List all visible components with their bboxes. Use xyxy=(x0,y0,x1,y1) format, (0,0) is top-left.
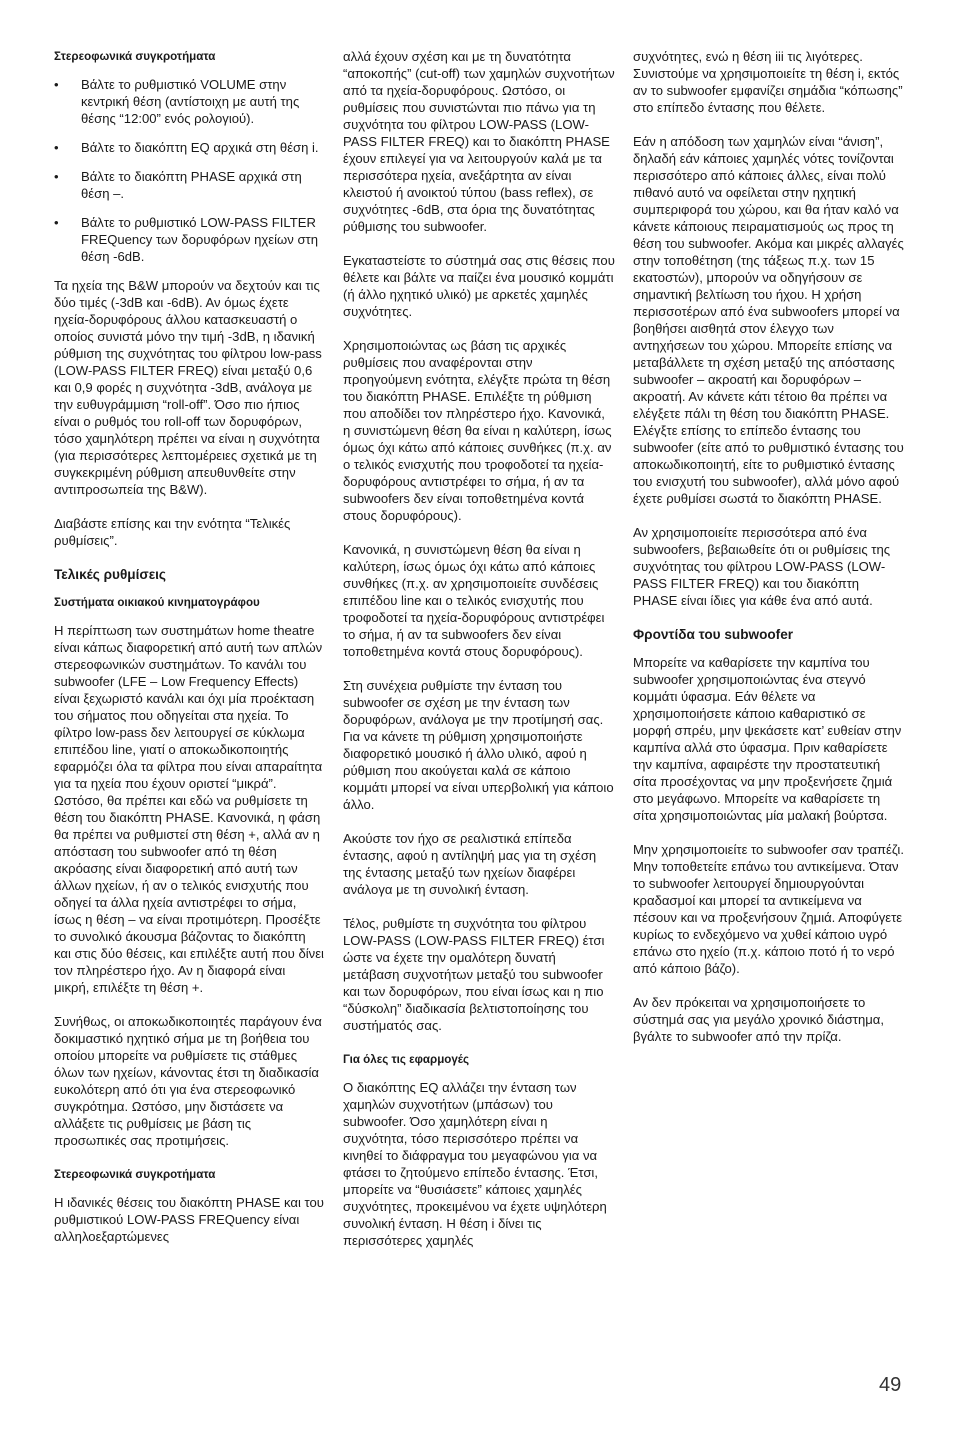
bullet-icon: • xyxy=(54,169,59,184)
paragraph: Ακούστε τον ήχο σε ρεαλιστικά επίπεδα έντασης, αφού η αντίληψή μας για τη σχέση της έντασης μεταξύ των ηχείων διαφέρει ανάλογα με τη συνολική ένταση. xyxy=(343,831,597,897)
column-1 xyxy=(54,48,324,1262)
list-item xyxy=(54,168,324,202)
column-2 xyxy=(343,48,615,1266)
list-item xyxy=(54,139,324,156)
list-item xyxy=(54,76,324,127)
list-item xyxy=(54,214,324,265)
column-3 xyxy=(633,48,905,1062)
bullet-icon: • xyxy=(54,215,59,230)
initial-settings-list xyxy=(54,76,324,265)
list-item-text: Βάλτε το διακόπτη EQ αρχικά στη θέση i. xyxy=(81,140,319,155)
paragraph: Αν δεν πρόκειται να χρησιμοποιήσετε το σύστημά σας για μεγάλο χρονικό διάστημα, βγάλτε το subwoofer από την πρίζα. xyxy=(633,995,884,1044)
paragraph: συχνότητες, ενώ η θέση iii τις λιγότερες. Συνιστούμε να χρησιμοποιείτε τη θέση i, εκτός αν το subwoofer εμφανίζει σημάδια “κόπωσης” στο επίπεδο έντασης που θέλετε. xyxy=(633,49,903,115)
list-item-text: Βάλτε το διακόπτη PHASE αρχικά στη θέση –. xyxy=(81,169,302,201)
subheading-stereo: Στερεοφωνικά συγκροτήματα xyxy=(54,1168,216,1181)
paragraph: Χρησιμοποιώντας ως βάση τις αρχικές ρυθμίσεις που αναφέρονται στην προηγούμενη ενότητα, ελέγξτε πρώτα τη θέση του διακόπτη PHASE. Επιλέξτε τη ρύθμιση που αποδίδει τον πληρέστερο ήχο. Κανονικά, η συνιστώμενη θέση θα είναι η καλύτερη, ίσως όμως όχι κάτω από κάποιες συνθήκες (π.χ. αν ο τελικός ενισχυτής που τροφοδοτεί τα ηχεία-δορυφόρους αντιστρέφει το σήμα, ή αν τα subwoofers δεν είναι τοποθετημένα κοντά στους δορυφόρους). xyxy=(343,338,612,523)
paragraph: Εάν η απόδοση των χαμηλών είναι “άνιση”, δηλαδή εάν κάποιες χαμηλές νότες τονίζονται περισσότερο από κάποιες άλλες, είναι πολύ πιθανό αυτό να οφείλεται στην ηχητική συμπεριφορά του χώρου, και θα ήταν καλό να κάνετε κάποιους πειραματισμούς ως προς τη θέση του subwoofer. Ακόμα και μικρές αλλαγές στην τοποθέτηση (της τάξεως π.χ. των 15 εκατοστών), μπορούν να οδηγήσουν σε σημαντική βελτίωση του ήχου. Η χρήση περισσοτέρων από ένα subwoofers μπορεί να βοηθήσει αισθητά στον έλεγχο των αντηχήσεων του χώρου. Μπορείτε επίσης να μεταβάλλετε τη σχέση μεταξύ της απόστασης subwoofer – ακροατή και δορυφόρων – ακροατή. Αν κάνετε κάτι τέτοιο θα πρέπει να ελέγξετε πάλι τη θέση του διακόπτη PHASE. Ελέγξτε επίσης το επίπεδο έντασης του subwoofer (είτε από το ρυθμιστικό έντασης του αποκωδικοποιητή, είτε το ρυθμιστικό έντασης του ενισχυτή του subwoofer), αλλά μόνο αφού έχετε ρυθμίσει σωστά το διακόπτη PHASE. xyxy=(633,134,904,506)
page-number: 49 xyxy=(879,1374,902,1396)
paragraph: Εγκαταστείστε το σύστημά σας στις θέσεις που θέλετε και βάλτε να παίζει ένα μουσικό κομμάτι (ή άλλο ηχητικό υλικό) με αρκετές χαμηλές συχνότητες. xyxy=(343,253,615,319)
paragraph: Τέλος, ρυθμίστε τη συχνότητα του φίλτρου LOW-PASS (LOW-PASS FILTER FREQ) έτσι ώστε να έχετε την ομαλότερη δυνατή μετάβαση συχνοτήτων μεταξύ του subwoofer και των δορυφόρων, που είναι ίσως και η πιο “δύσκολη” διαδικασία βελτιστοποίησης του συστήματός σας. xyxy=(343,916,605,1033)
paragraph: Τα ηχεία της B&W μπορούν να δεχτούν και τις δύο τιμές (-3dB και -6dB). Αν όμως έχετε ηχεία-δορυφόρους άλλου κατασκευαστή ο οποίος συνιστά μόνο την τιμή -3dB, η ιδανική ρύθμιση της συχνότητας του φίλτρου low-pass (LOW-PASS FILTER FREQ) είναι μεταξύ 0,6 και 0,9 φορές η συχνότητα -3dB, ανάλογα με την ευθυγράμμιση “roll-off”. Όσο πιο ήπιος είναι ο ρυθμός του roll-off των δορυφόρων, τόσο χαμηλότερη πρέπει να είναι η συχνότητα (για περισσότερες λεπτομέρειες σχετικά με τη συγκεκριμένη ρύθμιση απευθυνθείτε στην αντιπροσωπεία της B&W). xyxy=(54,278,322,497)
paragraph: Κανονικά, η συνιστώμενη θέση θα είναι η καλύτερη, ίσως όμως όχι κάτω από κάποιες συνθήκες (π.χ. αν χρησιμοποιείτε συνδέσεις επιπέδου line και ο τελικός ενισχυτής που τροφοδοτεί τα ηχεία-δορυφόρους αντιστρέφει το σήμα, ή αν τα subwoofers δεν είναι τοποθετημένα κοντά στους δορυφόρους). xyxy=(343,542,605,659)
paragraph: Η περίπτωση των συστημάτων home theatre είναι κάπως διαφορετική από αυτή των απλών στερεοφωνικών συστημάτων. Το κανάλι του subwoofer (LFE – Low Frequency Effects) είναι ξεχωριστό κανάλι και όχι μία προέκταση του σήματος που οδηγείται στα ηχεία. Το φίλτρο low-pass δεν λειτουργεί σε κύκλωμα επιπέδου line, γιατί ο αποκωδικοποιητής εφαρμόζει όλα τα φίλτρα που είναι απαραίτητα για τα ηχεία που έχουν οριστεί “μικρά”. Ωστόσο, θα πρέπει και εδώ να ρυθμίσετε τη θέση του διακόπτη PHASE. Κανονικά, η φάση θα πρέπει να ρυθμιστεί στη θέση +, αλλά αν η απόσταση του subwoofer από τη θέση ακρόασης είναι διαφορετική από αυτή των άλλων ηχείων, ή αν ο τελικός ενισχυτής που οδηγεί τα άλλα ηχεία αντιστρέφει το σήμα, ίσως η θέση – να είναι προτιμότερη. Προσέξτε το συνολικό άκουσμα βάζοντας το διακόπτη και στις δύο θέσεις, και επιλέξτε αυτή που δίνει τον πληρέστερο ήχο. Αν η διαφορά είναι μικρή, επιλέξτε τη θέση +. xyxy=(54,623,324,995)
paragraph: Στη συνέχεια ρυθμίστε την ένταση του subwoofer σε σχέση με την ένταση των δορυφόρων, ανάλογα με την προτίμησή σας. Για να κάνετε τη ρύθμιση χρησιμοποιήστε διαφορετικό μουσικό ή άλλο υλικό, αφού η ρύθμιση που ακούγεται καλά σε κάποιο κομμάτι μπορεί να είναι υπερβολική για κάποιο άλλο. xyxy=(343,678,614,812)
subheading-home-theatre: Συστήματα οικιακού κινηματογράφου xyxy=(54,596,260,609)
paragraph: Η ιδανικές θέσεις του διακόπτη PHASE και του ρυθμιστικού LOW-PASS FREQuency είναι αλληλοεξαρτώμενες xyxy=(54,1195,324,1244)
paragraph: Μπορείτε να καθαρίσετε την καμπίνα του subwoofer χρησιμοποιώντας ένα στεγνό κομμάτι ύφασμα. Εάν θέλετε να χρησιμοποιήσετε κάποιο καθαριστικό σε μορφή σπρέυ, μην ψεκάσετε κατ’ ευθείαν στην καμπίνα αλλά στο ύφασμα. Πριν καθαρίσετε την καμπίνα, αφαιρέστε την προστατευτική σίτα προσέχοντας να μην προξενήσετε ζημιά στο μεγάφωνο. Μπορείτε να καθαρίσετε τη σίτα χρησιμοποιώντας μία μαλακή βούρτσα. xyxy=(633,655,902,823)
section-heading-subwoofer-care: Φροντίδα του subwoofer xyxy=(633,627,794,642)
bullet-icon: • xyxy=(54,140,59,155)
paragraph: Διαβάστε επίσης και την ενότητα “Τελικές ρυθμίσεις”. xyxy=(54,516,291,548)
list-item-text: Βάλτε το ρυθμιστικό LOW-PASS FILTER FREQuency των δορυφόρων ηχείων στη θέση -6dB. xyxy=(81,215,318,264)
paragraph: Συνήθως, οι αποκωδικοποιητές παράγουν ένα δοκιμαστικό ηχητικό σήμα με τη βοήθεια του οποίου μπορείτε να ρυθμίσετε τις στάθμες όλων των ηχείων, κάνοντας έτσι τη διαδικασία ευκολότερη από ότι για ένα στερεοφωνικό συγκρότημα. Ωστόσο, μην διστάσετε να αλλάξετε τις ρυθμίσεις με βάση τις προσωπικές σας προτιμήσεις. xyxy=(54,1014,322,1148)
paragraph: Ο διακόπτης EQ αλλάζει την ένταση των χαμηλών συχνοτήτων (μπάσων) του subwoofer. Όσο χαμηλότερη είναι η συχνότητα, τόσο περισσότερο πρέπει να κινηθεί το διάφραγμα του μεγαφώνου για να φτάσει το ζητούμενο επίπεδο έντασης. Έτσι, μπορείτε να “θυσιάσετε” κάποιες χαμηλές συχνότητες, προκειμένου να έχετε υψηλότερη συνολική ένταση. Η θέση i δίνει τις περισσότερες χαμηλές xyxy=(343,1080,607,1248)
paragraph: Μην χρησιμοποιείτε το subwoofer σαν τραπέζι. Μην τοποθετείτε επάνω του αντικείμενα. Όταν το subwoofer λειτουργεί δημιουργούνται κραδασμοί και μπορεί τα αντικείμενα να πέσουν και να προξενήσουν ζημιά. Αποφύγετε κυρίως το ενδεχόμενο να χυθεί κάποιο υγρό επάνω στο ηχείο (π.χ. κάποιο ποτό ή το νερό από κάποιο βάζο). xyxy=(633,842,904,976)
paragraph: αλλά έχουν σχέση και με τη δυνατότητα “αποκοπής” (cut-off) των χαμηλών συχνοτήτων από τα ηχεία-δορυφόρους. Ωστόσο, οι ρυθμίσεις που συνιστώνται πιο πάνω για τη συχνότητα του φίλτρου LOW-PASS (LOW-PASS FILTER FREQ) και το διακόπτη PHASE έχουν επιλεγεί για να λειτουργούν καλά με τα περισσότερα ηχεία, ανεξάρτητα αν είναι κλειστού ή ανοικτού τύπου (bass reflex), σε συχνότητες -6dB, στα όρια της δυνατότητας ρύθμισης του subwoofer. xyxy=(343,49,615,234)
subheading-all-applications: Για όλες τις εφαρμογές xyxy=(343,1053,470,1066)
bullet-icon: • xyxy=(54,77,59,92)
section-heading-stereo: Στερεοφωνικά συγκροτήματα xyxy=(54,50,216,63)
section-heading-final-settings: Τελικές ρυθμίσεις xyxy=(54,567,167,582)
list-item-text: Βάλτε το ρυθμιστικό VOLUME στην κεντρική θέση (αντίστοιχη με αυτή της θέσης “12:00” ενός ρολογιού). xyxy=(81,77,300,126)
paragraph: Αν χρησιμοποιείτε περισσότερα από ένα subwoofers, βεβαιωθείτε ότι οι ρυθμίσεις της συχνότητας του φίλτρου LOW-PASS (LOW-PASS FILTER FREQ) και του διακόπτη PHASE είναι ίδιες για κάθε ένα από αυτά. xyxy=(633,525,891,608)
